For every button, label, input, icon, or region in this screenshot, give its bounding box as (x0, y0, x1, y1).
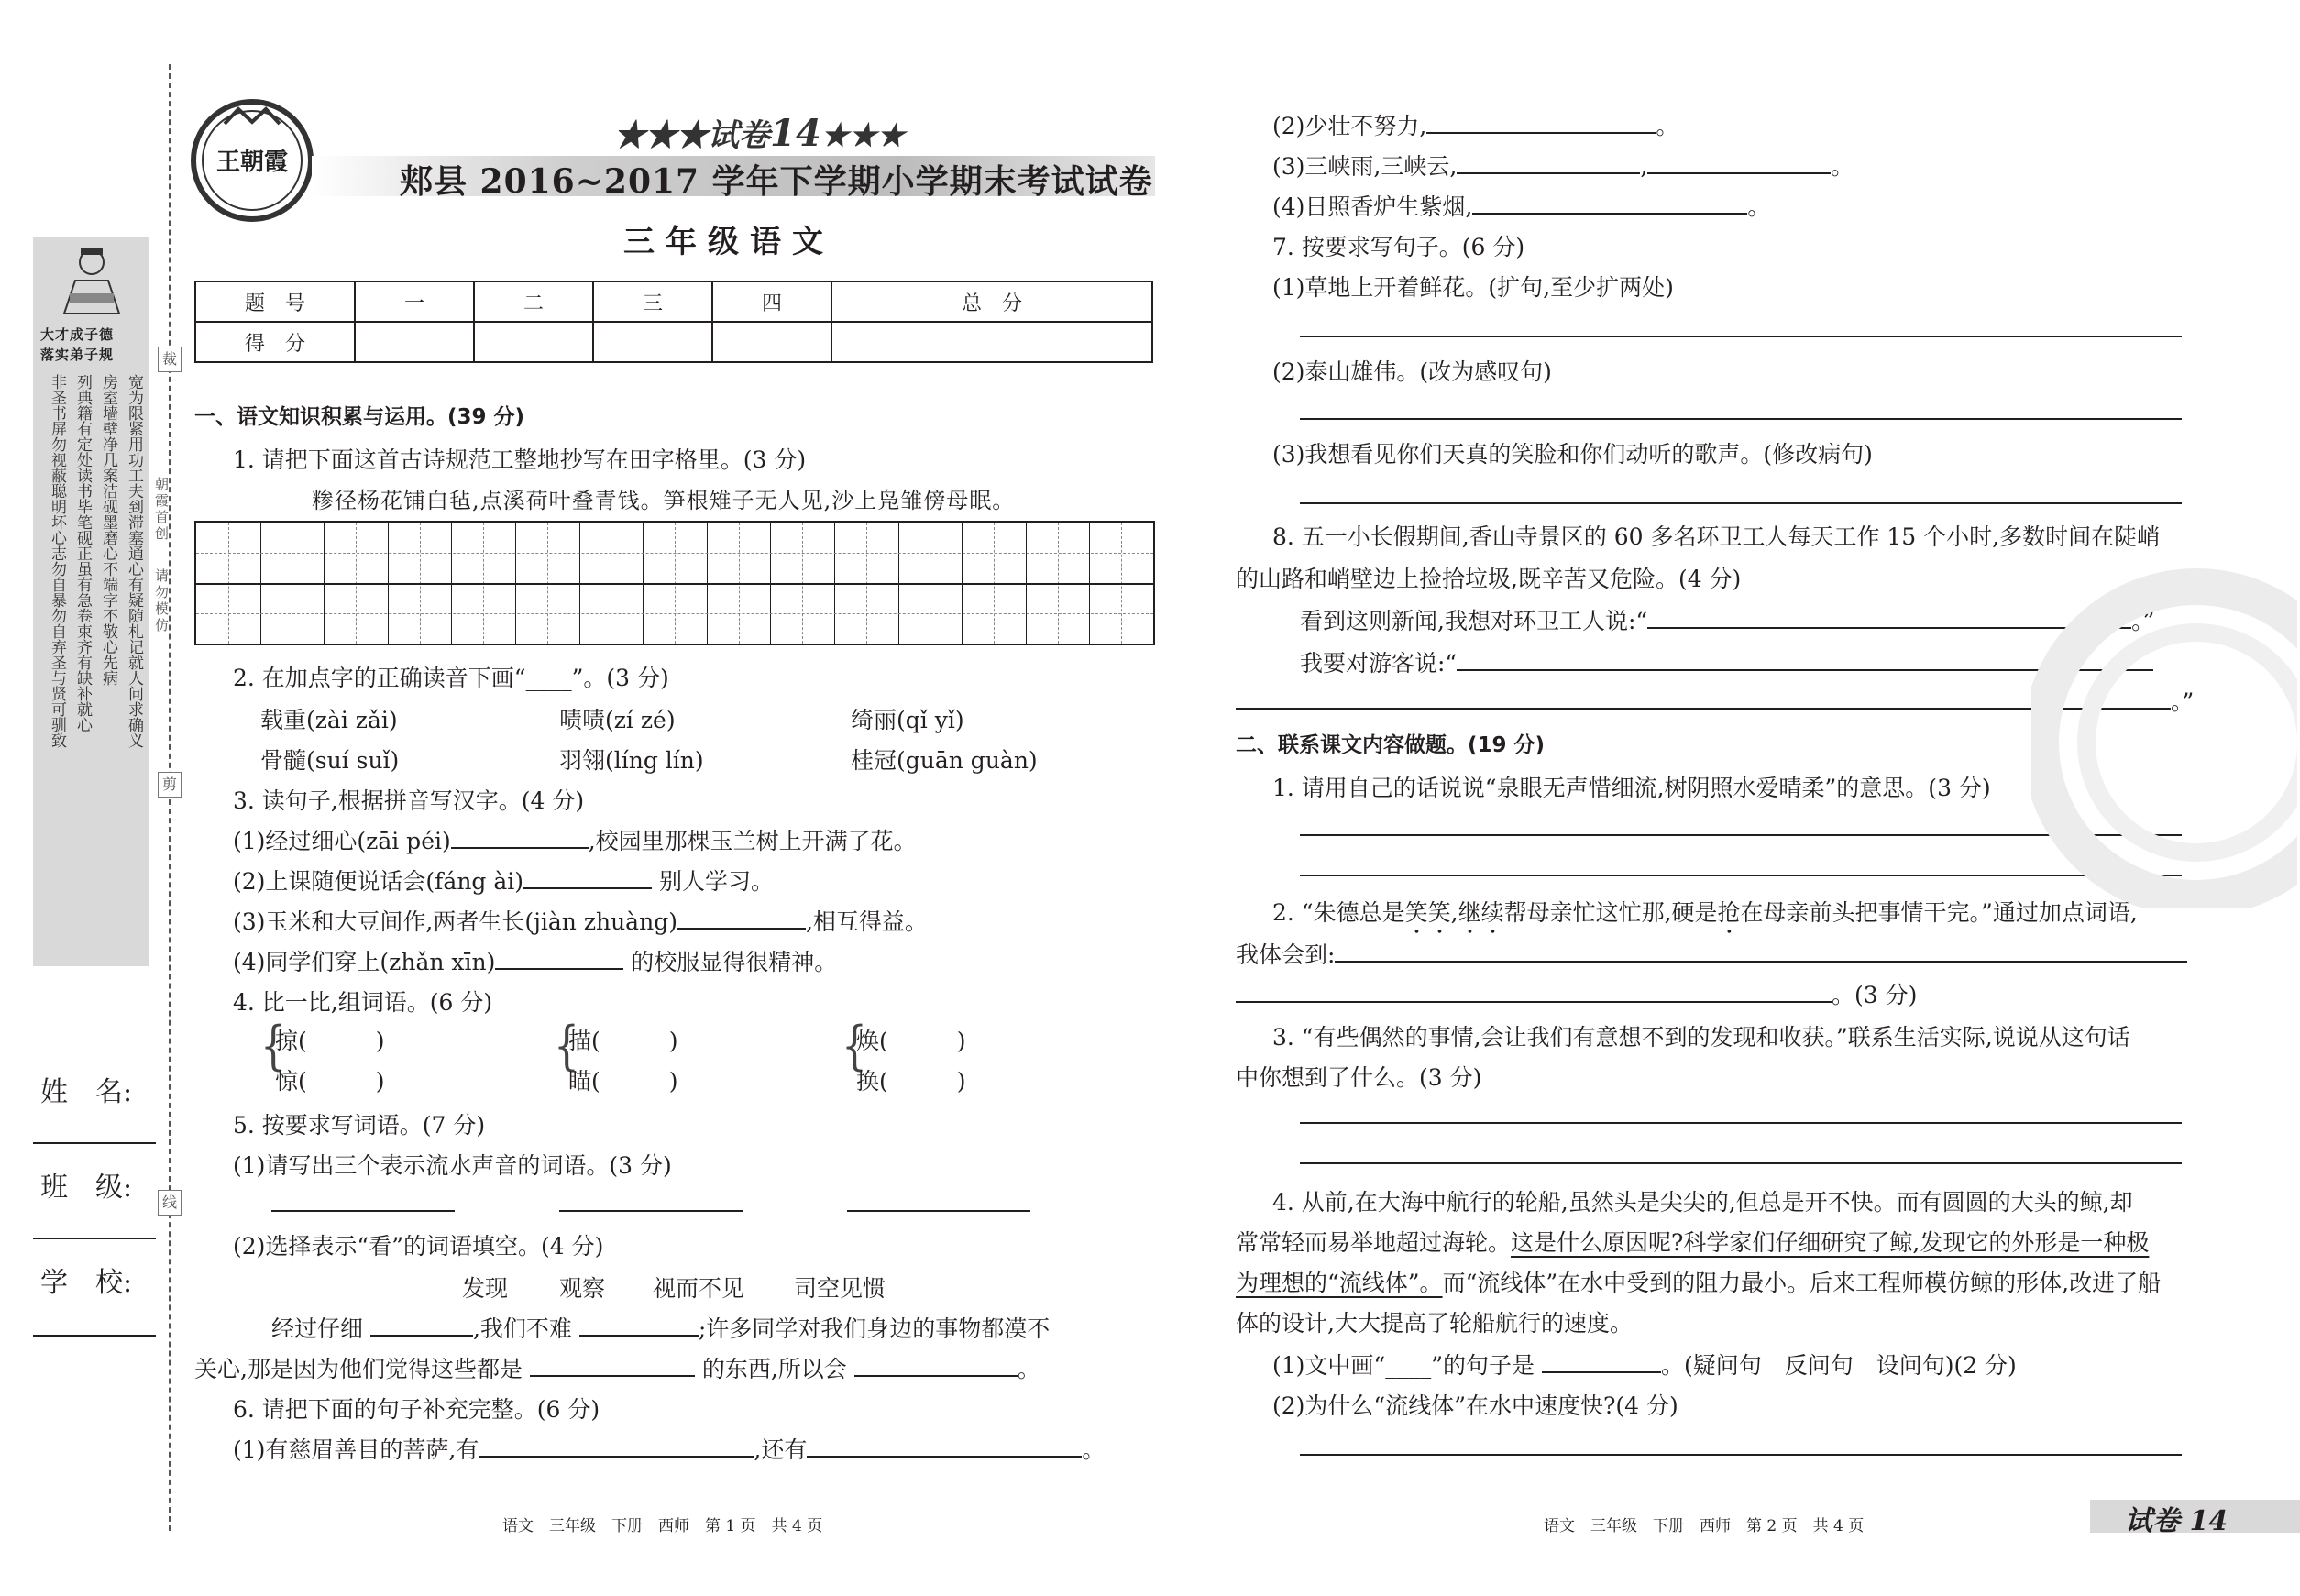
prompt: 。(疑问句 反问句 设问句)(2 分) (1660, 1352, 2017, 1379)
brace-icon: { (554, 1016, 579, 1077)
grid-line (196, 583, 1153, 585)
question-line (1272, 149, 1854, 182)
logo-text: 王朝霞 (215, 149, 289, 176)
question-text: (2)泰山雄伟。(改为感叹句) (1272, 358, 1552, 385)
score-cell[interactable] (712, 322, 831, 362)
prompt: 我体会到: (1236, 941, 1336, 968)
prompt: (1)文中画“____”的句子是 (1272, 1352, 1535, 1379)
answer-blank[interactable] (1426, 110, 1656, 134)
corner-label (2125, 1498, 2228, 1538)
name-field[interactable] (33, 1142, 156, 1144)
prompt: ;许多同学对我们身边的事物都漠不 (698, 1315, 1051, 1342)
school-label: 学 校: (40, 1267, 133, 1299)
word-bank-item: 视而不见 (653, 1275, 745, 1302)
question-text: 7. 按要求写句子。(6 分) (1272, 234, 1525, 260)
table-cell: 二 (474, 281, 593, 322)
cut-mark: 裁 (158, 347, 182, 372)
question-line (1300, 603, 2154, 636)
question-text: 中你想到了什么。(3 分) (1236, 1064, 1482, 1091)
answer-blank[interactable] (370, 1313, 473, 1337)
prompt: , (1640, 153, 1648, 180)
question-line (233, 944, 837, 977)
question-line (233, 1432, 1105, 1465)
word-pair[interactable]: 描( ) (568, 1028, 678, 1054)
section-heading: 二、联系课文内容做题。(19 分) (1236, 733, 1546, 757)
prompt: ,还有 (754, 1436, 808, 1463)
school-field[interactable] (33, 1335, 156, 1337)
pinyin-choice[interactable]: 啧啧(zí zé) (559, 707, 676, 733)
exam-series (614, 110, 905, 155)
prompt: ,我们不难 (472, 1315, 572, 1342)
question-text: 1. 请把下面这首古诗规范工整地抄写在田字格里。(3 分) (233, 446, 807, 473)
answer-blank[interactable] (1472, 191, 1747, 215)
word-pair[interactable]: 掠( ) (275, 1028, 385, 1054)
prompt: (1)有慈眉善目的菩萨,有 (233, 1436, 479, 1463)
motto-title: 落实弟子规 (40, 347, 115, 363)
prompt: 的东西,所以会 (694, 1356, 847, 1382)
table-cell: 一 (355, 281, 474, 322)
prompt: 关心,那是因为他们觉得这些都是 (194, 1356, 523, 1382)
question-line (1236, 937, 2187, 970)
motto-column: 宽为限紧用功工夫到滞塞通心有疑随札记就人问求确义 (125, 374, 143, 748)
question-text: 2. 在加点字的正确读音下画“____”。(3 分) (233, 665, 669, 691)
cut-mark: 剪 (158, 772, 182, 798)
dotted-word: 继续 (1458, 899, 1504, 926)
answer-line[interactable] (1300, 502, 2182, 504)
question-line (233, 864, 774, 897)
score-cell[interactable] (831, 322, 1152, 362)
grid-guide (196, 553, 1153, 554)
prompt: 的校服显得很精神。 (623, 949, 838, 975)
series-label: ★★★试卷 (614, 117, 770, 154)
underlined-sentence: 这是什么原因呢?科学家们仔细研究了鲸,发现它的外形是一种极 (1511, 1229, 2150, 1256)
answer-line[interactable] (1300, 1162, 2182, 1164)
prompt: 别人学习。 (652, 868, 774, 895)
answer-blank[interactable] (677, 906, 806, 930)
corner-text: 试卷 (2125, 1505, 2180, 1537)
table-cell: 得 分 (195, 322, 355, 362)
name-label: 姓 名: (40, 1076, 133, 1108)
question-text: 的山路和峭壁边上捡拾垃圾,既辛苦又危险。(4 分) (1236, 566, 1742, 592)
prompt: 。” (2171, 688, 2195, 715)
prompt: (4)同学们穿上(zhǎn xīn) (233, 949, 496, 975)
brand-logo (188, 96, 316, 225)
prompt: 。(3 分) (1832, 982, 1918, 1008)
motto-box (33, 237, 149, 966)
prompt: 。 (1831, 153, 1854, 180)
prompt: 经过仔细 (271, 1315, 364, 1342)
answer-blank[interactable] (495, 946, 623, 970)
corner-number: 14 (2189, 1505, 2228, 1537)
prompt: 。” (2131, 608, 2155, 634)
answer-blank[interactable] (1335, 939, 2187, 963)
dotted-word: 抢 (1717, 899, 1741, 926)
answer-line[interactable] (1300, 336, 2182, 337)
question-text: (1)请写出三个表示流水声音的词语。(3 分) (233, 1152, 672, 1179)
prompt: 我要对游客说:“ (1300, 650, 1458, 677)
pinyin-choice[interactable]: 载重(zài zǎi) (260, 707, 398, 733)
cut-mark: 线 (158, 1190, 182, 1216)
question-text: 3. 读句子,根据拼音写汉字。(4 分) (233, 787, 585, 814)
prompt: (4)日照香炉生紫烟, (1272, 193, 1473, 220)
question-line (233, 823, 917, 856)
prompt: 看到这则新闻,我想对环卫工人说:“ (1300, 608, 1648, 634)
prompt: 。 (1747, 193, 1771, 220)
prompt: 。 (1017, 1356, 1040, 1382)
prompt: 。 (1082, 1436, 1106, 1463)
answer-blank[interactable] (1236, 979, 1832, 1003)
pinyin-choice[interactable]: 桂冠(guān guàn) (851, 747, 1038, 774)
word-pair[interactable]: 瞄( ) (568, 1068, 678, 1095)
motto-column: 非圣书屏勿视蔽聪明坏心志勿自暴勿自弃圣与贤可驯致 (48, 374, 66, 748)
question-line (1236, 1265, 2161, 1298)
prompt: 帮母亲忙这忙那,硬是 (1503, 899, 1718, 926)
motto-column: 房室墙壁净几案洁砚墨磨心不端字不敬心先病 (99, 374, 117, 686)
answer-blank[interactable] (271, 1210, 455, 1212)
answer-blank[interactable] (807, 1434, 1082, 1458)
answer-blank[interactable] (1647, 150, 1831, 174)
word-pair[interactable]: 换( ) (856, 1068, 966, 1095)
question-line (1272, 895, 2138, 940)
question-line (233, 904, 928, 937)
motto-column: 列典籍有定处读书毕笔砚正虽有急卷束齐有缺补就心 (73, 374, 92, 732)
grid-guide (196, 613, 1153, 614)
prompt: 2. “朱德总是 (1272, 899, 1405, 926)
page-footer: 语文 三年级 下册 西师 第 1 页 共 4 页 (502, 1517, 823, 1535)
section-heading: 一、语文知识积累与运用。(39 分) (194, 405, 525, 429)
motto-title: 大才成子德 (40, 326, 115, 343)
prompt: 常常轻而易举地超过海轮。 (1236, 1229, 1512, 1256)
question-line (271, 1311, 1050, 1344)
prompt: 在母亲前头把事情干完。”通过加点词语, (1740, 899, 2138, 926)
answer-blank[interactable] (1542, 1349, 1661, 1373)
question-line (1272, 1348, 2017, 1381)
answer-blank[interactable] (523, 865, 652, 889)
prompt: 而“流线体”在水中受到的阻力最小。后来工程师模仿鲸的形体,改进了船 (1442, 1270, 2162, 1296)
question-text: 4. 比一比,组词语。(6 分) (233, 989, 493, 1016)
question-line (1272, 108, 1678, 141)
answer-blank[interactable] (1457, 150, 1640, 174)
score-cell[interactable] (355, 322, 474, 362)
question-line (194, 1351, 1040, 1384)
dotted-word: 笑笑 (1404, 899, 1451, 926)
answer-blank[interactable] (1236, 686, 2171, 710)
table-cell: 四 (712, 281, 831, 322)
score-cell[interactable] (474, 322, 593, 362)
class-field[interactable] (33, 1238, 156, 1239)
question-text: 体的设计,大大提高了轮船航行的速度。 (1236, 1310, 1633, 1337)
score-table (194, 281, 1153, 363)
subject-title: 三年级语文 (623, 224, 834, 260)
word-bank-item: 发现 (462, 1275, 509, 1302)
answer-line[interactable] (1300, 1454, 2182, 1456)
prompt: 。 (1656, 113, 1679, 139)
pinyin-choice[interactable]: 骨髓(suí suǐ) (260, 747, 400, 774)
word-bank-item: 观察 (559, 1275, 606, 1302)
answer-blank[interactable] (479, 1434, 754, 1458)
underlined-sentence: 为理想的“流线体”。 (1236, 1270, 1443, 1296)
question-text: (3)我想看见你们天真的笑脸和你们动听的歌声。(修改病句) (1272, 441, 1873, 468)
pinyin-choice[interactable]: 绮丽(qǐ yǐ) (851, 707, 964, 733)
answer-blank[interactable] (854, 1353, 1018, 1377)
score-cell[interactable] (593, 322, 712, 362)
word-pair[interactable]: 焕( ) (856, 1028, 966, 1054)
table-cell: 题 号 (195, 281, 355, 322)
brace-icon: { (842, 1016, 867, 1077)
prompt: (3)玉米和大豆间作,两者生长(jiàn zhuàng) (233, 908, 677, 935)
question-line (1272, 189, 1770, 222)
question-text: 4. 从前,在大海中航行的轮船,虽然头是尖尖的,但总是开不快。而有圆圆的大头的鲸,却 (1272, 1189, 2133, 1216)
question-text: (2)选择表示“看”的词语填空。(4 分) (233, 1233, 604, 1260)
question-text: 3. “有些偶然的事情,会让我们有意想不到的发现和收获。”联系生活实际,说说从这句话 (1272, 1024, 2130, 1051)
seal-watermark-icon (2031, 568, 2297, 908)
table-cell: 总 分 (831, 281, 1152, 322)
question-text: 1. 请用自己的话说说“泉眼无声惜细流,树阴照水爱晴柔”的意思。(3 分) (1272, 775, 1991, 801)
answer-line[interactable] (1300, 418, 2182, 420)
question-text: 8. 五一小长假期间,香山寺景区的 60 多名环卫工人每天工作 15 个小时,多数时间在陡峭 (1272, 523, 2161, 550)
pinyin-choice[interactable]: 羽翎(líng lín) (559, 747, 704, 774)
series-number: 14 (770, 112, 821, 155)
prompt: (1)经过细心(zāi péi) (233, 828, 451, 854)
word-pair[interactable]: 惊( ) (275, 1068, 385, 1095)
answer-blank[interactable] (559, 1210, 743, 1212)
answer-blank[interactable] (451, 825, 589, 849)
prompt: (2)少壮不努力, (1272, 113, 1427, 139)
question-text: (1)草地上开着鲜花。(扩句,至少扩两处) (1272, 274, 1674, 301)
copyright-note: 朝霞首创 (153, 477, 170, 543)
question-line (1236, 1225, 2149, 1258)
question-text: 5. 按要求写词语。(7 分) (233, 1112, 486, 1139)
prompt: (2)上课随便说话会(fáng ài) (233, 868, 524, 895)
answer-blank[interactable] (579, 1313, 699, 1337)
brace-icon: { (260, 1016, 286, 1077)
prompt: , (1450, 899, 1458, 926)
table-cell: 三 (593, 281, 712, 322)
scholar-icon (55, 242, 128, 317)
copyright-note: 请勿模仿 (153, 568, 170, 634)
question-line (1236, 977, 1917, 1010)
class-label: 班 级: (40, 1172, 133, 1204)
word-bank-item: 司空见惯 (794, 1275, 886, 1302)
cut-line (169, 64, 171, 1531)
poem-text: 糁径杨花铺白毡,点溪荷叶叠青钱。笋根雉子无人见,沙上凫雏傍母眠。 (312, 488, 1016, 513)
page-footer: 语文 三年级 下册 西师 第 2 页 共 4 页 (1544, 1517, 1865, 1535)
prompt: ,校园里那棵玉兰树上开满了花。 (588, 828, 917, 854)
answer-blank[interactable] (530, 1353, 695, 1377)
series-stars: ★★★ (820, 117, 906, 154)
answer-blank[interactable] (847, 1210, 1030, 1212)
answer-line[interactable] (1300, 1122, 2182, 1124)
prompt: (3)三峡雨,三峡云, (1272, 153, 1458, 180)
question-text: (2)为什么“流线体”在水中速度快?(4 分) (1272, 1392, 1678, 1419)
question-line (1300, 645, 2153, 678)
exam-title: 郏县 2016~2017 学年下学期小学期末考试试卷 (400, 162, 1153, 201)
writing-grid[interactable] (194, 521, 1155, 645)
question-text: 6. 请把下面的句子补充完整。(6 分) (233, 1396, 600, 1423)
prompt: ,相互得益。 (805, 908, 928, 935)
